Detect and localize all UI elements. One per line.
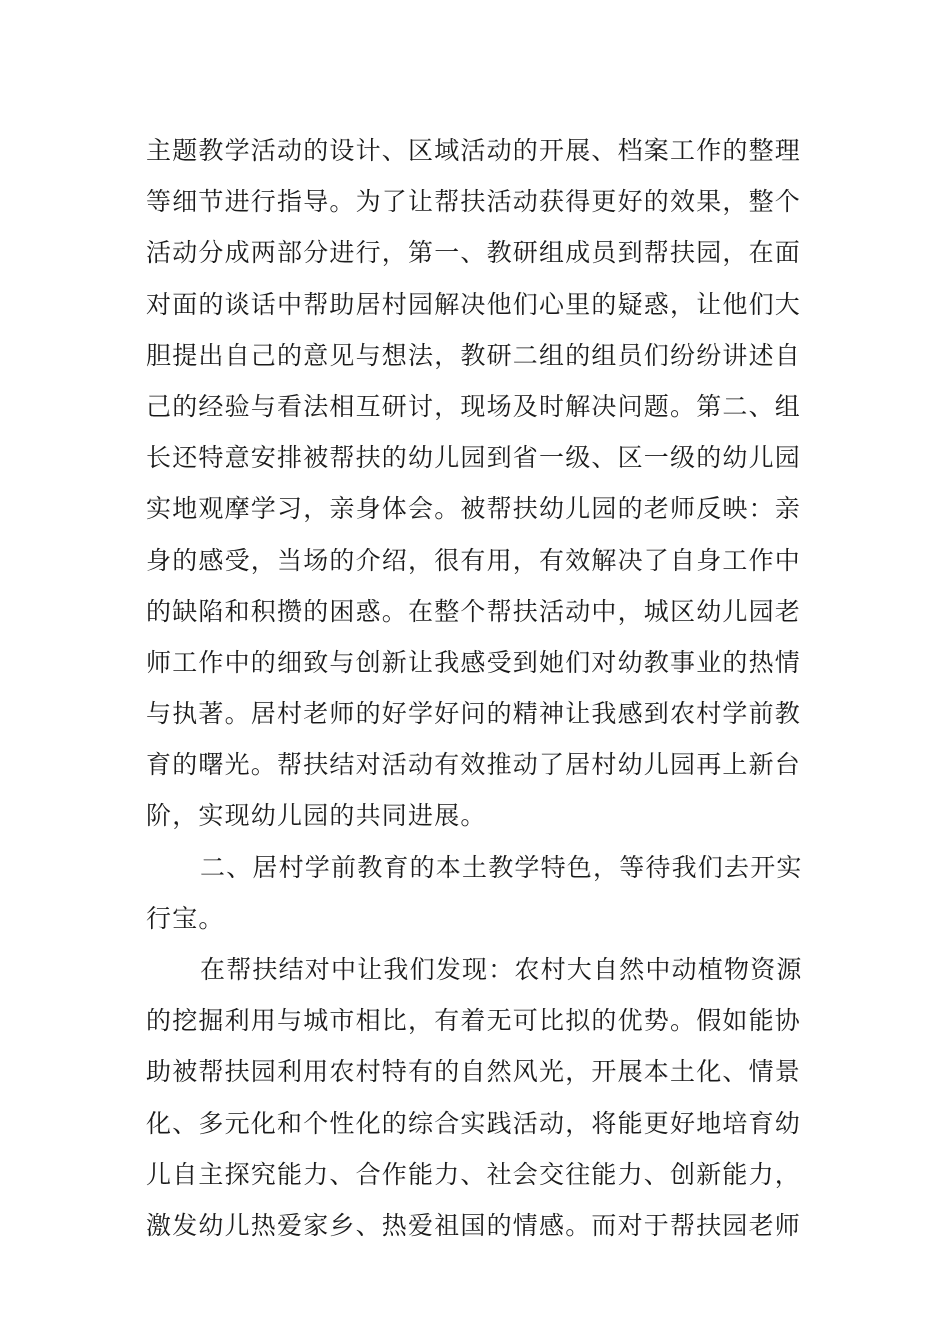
text-line: 等细节进行指导。为了让帮扶活动获得更好的效果，整个 <box>146 187 802 217</box>
text-line: 主题教学活动的设计、区域活动的开展、档案工作的整理 <box>146 136 802 165</box>
paragraph-start-line: 在帮扶结对中让我们发现：农村大自然中动植物资源 <box>200 955 803 984</box>
text-line: 己的经验与看法相互研讨，现场及时解决问题。第二、组 <box>146 391 802 421</box>
text-line: 实地观摩学习，亲身体会。被帮扶幼儿园的老师反映：亲 <box>146 494 802 524</box>
section-heading-line: 行宝。 <box>146 903 225 933</box>
text-line: 与执著。居村老师的好学好问的精神让我感到农村学前教 <box>146 699 802 729</box>
text-line: 活动分成两部分进行，第一、教研组成员到帮扶园，在面 <box>146 238 802 268</box>
text-line: 儿自主探究能力、合作能力、社会交往能力、创新能力， <box>146 1159 802 1189</box>
section-heading-line: 二、居村学前教育的本土教学特色，等待我们去开实 <box>200 852 803 882</box>
text-line: 阶，实现幼儿园的共同进展。 <box>146 801 487 831</box>
text-line: 的缺陷和积攒的困惑。在整个帮扶活动中，城区幼儿园老 <box>146 596 802 626</box>
document-body <box>146 125 806 1251</box>
text-line: 师工作中的细致与创新让我感受到她们对幼教事业的热情 <box>146 647 802 677</box>
text-line: 助被帮扶园利用农村特有的自然风光，开展本土化、情景 <box>146 1057 802 1087</box>
text-line: 长还特意安排被帮扶的幼儿园到省一级、区一级的幼儿园 <box>146 443 802 473</box>
text-line: 胆提出自己的意见与想法，教研二组的组员们纷纷讲述自 <box>146 340 802 370</box>
text-line: 化、多元化和个性化的综合实践活动，将能更好地培育幼 <box>146 1108 802 1138</box>
text-line: 的挖掘利用与城市相比，有着无可比拟的优势。假如能协 <box>146 1006 802 1036</box>
text-line: 身的感受，当场的介绍，很有用，有效解决了自身工作中 <box>146 545 802 575</box>
text-line: 对面的谈话中帮助居村园解决他们心里的疑惑，让他们大 <box>146 289 802 319</box>
text-line: 激发幼儿热爱家乡、热爱祖国的情感。而对于帮扶园老师 <box>146 1210 802 1240</box>
text-line: 育的曙光。帮扶结对活动有效推动了居村幼儿园再上新台 <box>146 750 802 780</box>
